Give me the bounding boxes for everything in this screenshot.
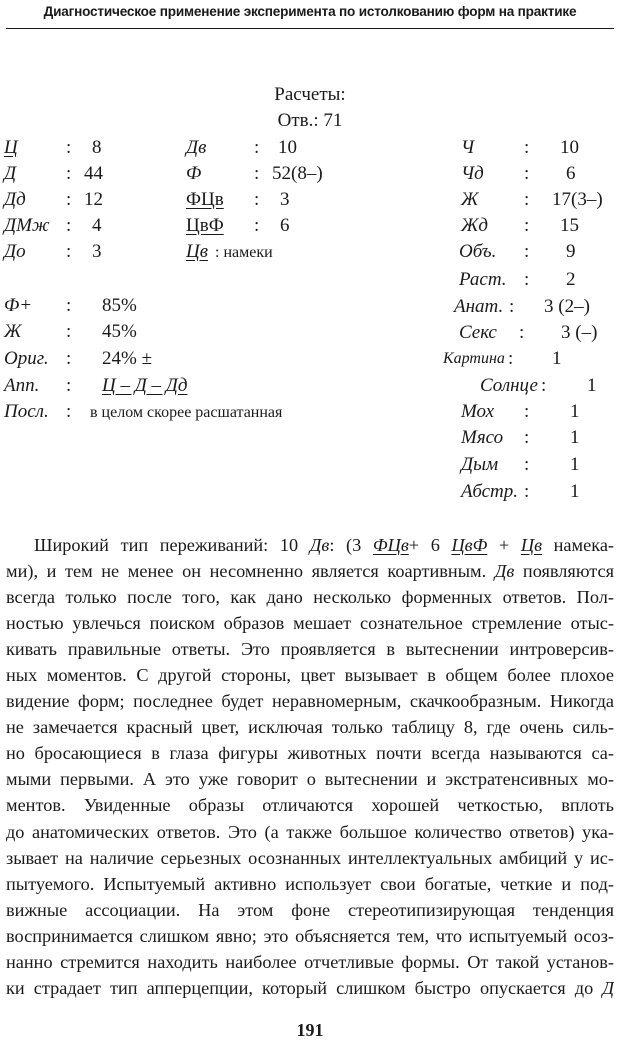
col1-label: ДМж	[4, 215, 50, 236]
col1-sep: :	[66, 137, 72, 158]
col3-sep: :	[524, 189, 530, 210]
paragraph-line: до анатомических ответов. Это (а также большое количество ответов) ука-	[6, 821, 614, 842]
col3-value: 3 (2–)	[544, 296, 590, 317]
summary-sep: :	[66, 321, 72, 342]
col1-sep: :	[66, 163, 72, 184]
col2-sep: :	[254, 189, 260, 210]
col3-sep: :	[524, 163, 530, 184]
text-run: + 6	[408, 535, 452, 555]
text-run: ки страдает тип апперцепции, который слишком быстро опускается до	[6, 977, 603, 998]
text-run: Дв	[309, 535, 330, 555]
col3-sep: :	[524, 241, 530, 262]
col3-label: Ж	[461, 189, 479, 210]
col2-sep: :	[254, 137, 260, 158]
text-run: Широкий тип переживаний: 10	[34, 535, 310, 555]
col2-label: Дв	[186, 137, 207, 158]
col2-label: ФЦв	[186, 189, 224, 210]
col3-sep: :	[541, 375, 547, 396]
col1-label: Дд	[4, 189, 26, 210]
summary-value: 85%	[102, 295, 137, 316]
summary-sep: :	[66, 348, 72, 369]
summary-sep: :	[66, 375, 72, 396]
text-run: +	[487, 535, 521, 555]
col3-sep: :	[524, 481, 530, 502]
col3-value: 9	[566, 241, 576, 262]
col2-value: 3	[280, 189, 290, 210]
paragraph-line: не замечается красный цвет, исключая только таблицу 8, где очень силь-	[6, 717, 614, 738]
col1-value: 44	[84, 163, 103, 184]
paragraph-line: воспринимается слишком явно; это объясняется тем, что испытуемый осоз-	[6, 925, 614, 946]
col1-label: До	[4, 241, 26, 262]
col3-sep: :	[524, 401, 530, 422]
col2-value: 6	[280, 215, 290, 236]
col3-sep: :	[524, 269, 530, 290]
col3-label: Секс	[459, 322, 497, 343]
col3-sep: :	[508, 348, 514, 369]
summary-label: Посл.	[4, 401, 49, 422]
summary-value: Ц – Д – Дд	[102, 375, 188, 396]
summary-sep: :	[66, 401, 72, 422]
col3-value: 1	[587, 375, 597, 396]
calc-title: Расчеты:	[274, 84, 346, 105]
col2-value: 10	[278, 137, 297, 158]
col3-sep: :	[509, 296, 515, 317]
col2-label: Цв	[186, 241, 208, 262]
col3-label: Ч	[461, 137, 475, 158]
paragraph-line: всегда только после того, как дано несколько форменных ответов. Пол-	[6, 587, 614, 608]
text-run: Дв	[494, 561, 515, 582]
summary-label: Ф+	[4, 295, 33, 316]
running-header: Диагностическое применение эксперимента по истолкованию форм на практике	[43, 4, 577, 19]
col3-label: Солнце	[480, 375, 538, 396]
col3-label: Мясо	[461, 427, 504, 448]
summary-label: Ж	[4, 321, 22, 342]
col1-sep: :	[66, 189, 72, 210]
summary-value: в целом скорее расшатанная	[90, 404, 283, 421]
summary-label: Ориг.	[4, 348, 49, 369]
col2-value: 52(8–)	[272, 163, 323, 184]
col3-value: 15	[560, 215, 579, 236]
summary-label: Апп.	[4, 375, 40, 396]
paragraph-line	[6, 532, 614, 558]
col3-value: 1	[552, 348, 562, 369]
col3-label: Картина	[443, 350, 505, 367]
col3-label: Чд	[461, 163, 484, 184]
col3-value: 1	[570, 427, 580, 448]
paragraph-line: кивать правильные ответы. Это проявляется в вытеснении интроверсив-	[6, 639, 614, 660]
text-run: намека-	[542, 535, 614, 555]
header-rule	[6, 28, 614, 29]
col1-value: 3	[92, 241, 102, 262]
paragraph-line: видение форм; последнее будет неравномерным, скачкообразным. Никогда	[6, 691, 614, 712]
col3-value: 2	[566, 269, 576, 290]
col3-sep: :	[524, 215, 530, 236]
paragraph-line: но бросающиеся в глаза фигуры животных почти всегда называются са-	[6, 743, 614, 764]
text-run: Д	[602, 977, 614, 998]
col3-label: Жд	[461, 215, 489, 236]
answers-count: Отв.: 71	[277, 110, 343, 131]
col3-label: Дым	[461, 454, 499, 475]
col1-label: Д	[4, 163, 17, 184]
summary-value: 24% ±	[102, 348, 153, 369]
col3-value: 3 (–)	[561, 322, 598, 343]
col3-label: Мох	[461, 401, 495, 422]
paragraph-line: вижные ассоциации. На этом фоне стереотипизирующая тенденция	[6, 899, 614, 920]
col1-value: 12	[84, 189, 103, 210]
text-run: : (3	[329, 535, 373, 555]
paragraph-line: ментов. Увиденные образы отличаются хорошей четкостью, вплоть	[6, 795, 614, 816]
col2-label: Ф	[186, 163, 202, 184]
col3-value: 1	[570, 454, 580, 475]
col1-value: 4	[92, 215, 102, 236]
col2-label: ЦвФ	[186, 215, 224, 236]
col3-sep: :	[524, 137, 530, 158]
paragraph-line: нанно стремится находить наиболее отчетливые формы. От такой установ-	[6, 951, 614, 972]
text-run: Цв	[520, 535, 543, 555]
col3-value: 1	[570, 481, 580, 502]
col1-value: 8	[92, 137, 102, 158]
summary-sep: :	[66, 295, 72, 316]
summary-value: 45%	[102, 321, 137, 342]
col3-label: Объ.	[459, 241, 497, 262]
col2-sep: :	[254, 215, 260, 236]
col3-sep: :	[524, 454, 530, 475]
text-run: ЦвФ	[451, 535, 488, 555]
paragraph-line: мыми первыми. А это уже говорит о вытеснении и экстратенсивных мо-	[6, 769, 614, 790]
col2-sep: :	[254, 163, 260, 184]
col3-label: Раст.	[459, 269, 507, 290]
paragraph-line: ных моментов. С другой стороны, цвет вызывает в общем более плохое	[6, 665, 614, 686]
col3-value: 10	[560, 137, 579, 158]
col3-sep: :	[524, 427, 530, 448]
paragraph-line	[6, 558, 614, 584]
text-run: появляются	[514, 561, 614, 582]
paragraph-line: ностью увлечься поиском образов мешает сознательное стремление отыс-	[6, 613, 614, 634]
col3-label: Анат.	[454, 296, 504, 317]
paragraph-line: зывает на наличие серьезных осознанных интеллектуальных амбиций у ис-	[6, 847, 614, 868]
col3-value: 17(3–)	[552, 189, 603, 210]
col3-label: Абстр.	[461, 481, 519, 502]
col1-sep: :	[66, 215, 72, 236]
col1-label: Ц	[4, 137, 18, 158]
body-paragraph	[6, 532, 614, 1001]
text-run: ФЦв	[372, 535, 409, 555]
col1-sep: :	[66, 241, 72, 262]
col3-value: 6	[566, 163, 576, 184]
col2-value: : намеки	[215, 244, 273, 261]
paragraph-line	[6, 975, 614, 1001]
col3-sep: :	[519, 322, 525, 343]
page-number: 191	[296, 1020, 324, 1040]
text-run: ми), и тем не менее он несомненно является коартивным.	[6, 561, 495, 582]
paragraph-line: пытуемого. Испытуемый активно использует свои богатые, четкие и под-	[6, 873, 614, 894]
col3-value: 1	[570, 401, 580, 422]
